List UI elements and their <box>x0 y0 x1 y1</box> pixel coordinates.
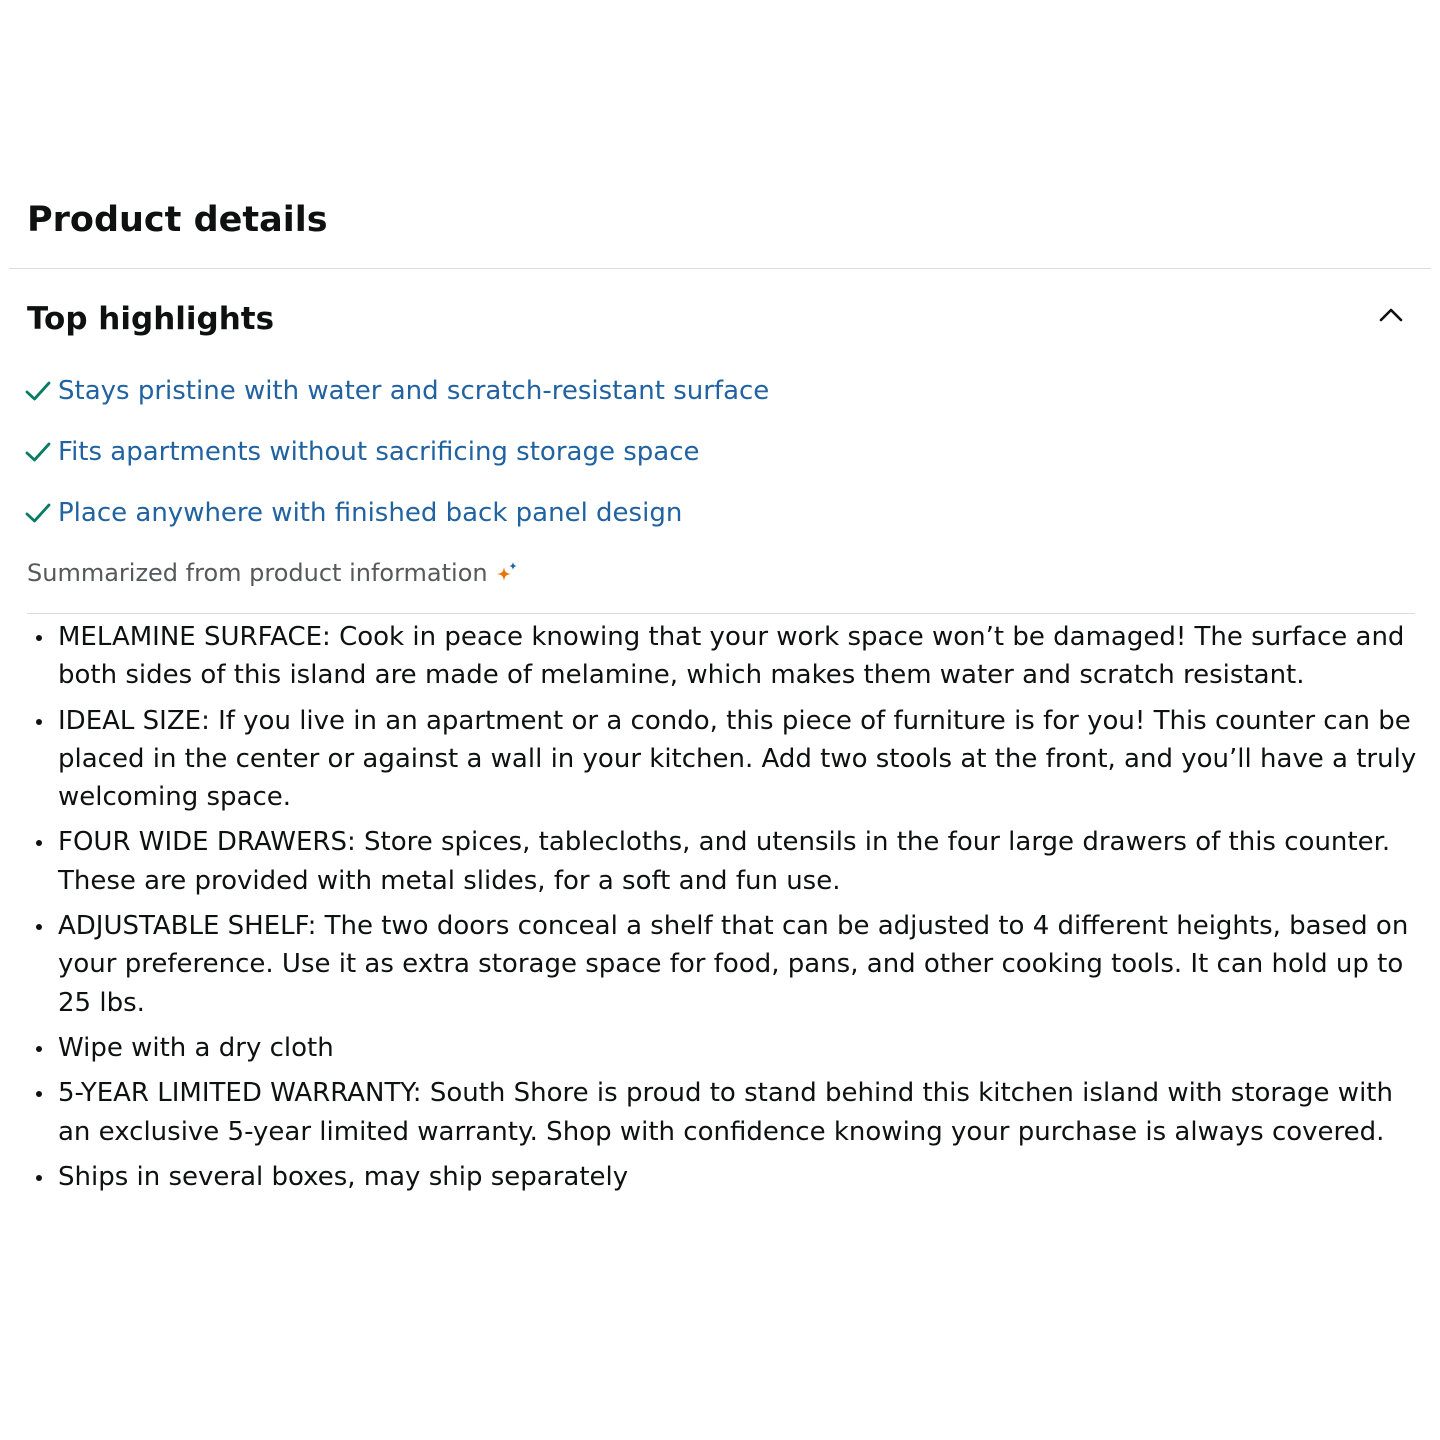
checkmark-icon <box>24 377 52 405</box>
highlight-item <box>24 495 682 531</box>
list-item: Ships in several boxes, may ship separately <box>0 1158 1440 1196</box>
chevron-up-icon <box>1377 301 1405 329</box>
checkmark-icon <box>24 499 52 527</box>
summary-text: Summarized from product information <box>27 559 488 587</box>
top-highlights-header[interactable] <box>27 297 1413 341</box>
product-details-title: Product details <box>27 200 328 240</box>
highlight-item <box>24 373 769 409</box>
list-item: FOUR WIDE DRAWERS: Store spices, tablecloths, and utensils in the four large drawers of this counter. These are provided with metal slides, for a soft and fun use. <box>0 823 1440 900</box>
list-item: IDEAL SIZE: If you live in an apartment or a condo, this piece of furniture is for you! This counter can be placed in the center or against a wall in your kitchen. Add two stools at the front, and you’ll have a truly welcoming space. <box>0 702 1440 817</box>
highlight-text: Stays pristine with water and scratch-resistant surface <box>58 376 770 406</box>
sparkle-icon <box>494 560 520 586</box>
product-bullet-list <box>0 618 1440 1203</box>
list-item: 5-YEAR LIMITED WARRANTY: South Shore is proud to stand behind this kitchen island with storage with an exclusive 5-year limited warranty. Shop with confidence knowing your purchase is always covered. <box>0 1074 1440 1151</box>
checkmark-icon <box>24 438 52 466</box>
list-item: MELAMINE SURFACE: Cook in peace knowing that your work space won’t be damaged! The surface and both sides of this island are made of melamine, which makes them water and scratch resistant. <box>0 618 1440 695</box>
list-item: ADJUSTABLE SHELF: The two doors conceal a shelf that can be adjusted to 4 different heights, based on your preference. Use it as extra storage space for food, pans, and other cooking tools. It can hold up to 25 lbs. <box>0 907 1440 1022</box>
summary-divider <box>27 613 1415 614</box>
collapse-highlights-button[interactable] <box>1369 297 1413 333</box>
list-item: Wipe with a dry cloth <box>0 1029 1440 1067</box>
top-highlights-title: Top highlights <box>27 301 275 337</box>
section-divider <box>9 268 1431 269</box>
highlight-text: Place anywhere with finished back panel design <box>58 498 683 528</box>
summary-attribution <box>27 556 520 590</box>
highlight-item <box>24 434 700 470</box>
highlight-text: Fits apartments without sacrificing storage space <box>58 437 700 467</box>
